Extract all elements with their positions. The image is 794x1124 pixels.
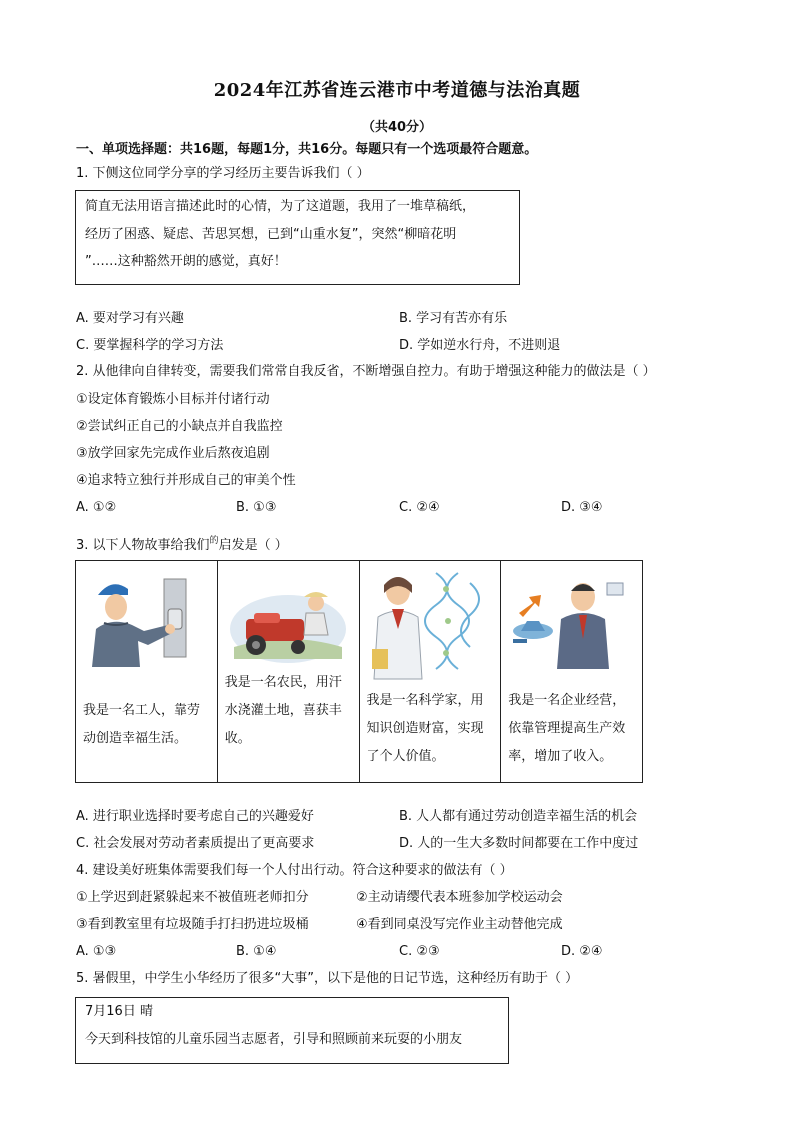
q3-option-b[interactable]: B. 人人都有通过劳动创造幸福生活的机会: [399, 809, 638, 824]
q4-item: ②主动请缨代表本班参加学校运动会: [356, 890, 563, 905]
q5-diary-box: [75, 997, 509, 1064]
q5-diary-line: 今天到科技馆的儿童乐园当志愿者，引导和照顾前来玩耍的小朋友: [85, 1032, 463, 1047]
q1-option-d[interactable]: D. 学如逆水行舟，不进则退: [399, 338, 561, 353]
q4-stem: 4. 建设美好班集体需要我们每一个人付出行动。符合这种要求的做法有（ ）: [76, 863, 513, 878]
farmer-tractor-icon: [224, 569, 352, 669]
q3-stem-small: 的: [209, 536, 219, 546]
q3-cell-caption: 我是一名工人，靠劳动创造幸福生活。: [83, 703, 201, 746]
q2-option-b[interactable]: B. ①③: [236, 500, 277, 515]
q3-option-d[interactable]: D. 人的一生大多数时间都要在工作中度过: [399, 836, 639, 851]
page-subtitle: （共40分）: [361, 120, 433, 135]
q3-option-a[interactable]: A. 进行职业选择时要考虑自己的兴趣爱好: [76, 809, 314, 824]
q1-quote-line: ”……这种豁然开朗的感觉，真好！: [85, 254, 287, 269]
q3-cell-caption: 我是一名农民，用汗水浇灌土地，喜获丰收。: [224, 675, 342, 746]
q1-option-c[interactable]: C. 要掌握科学的学习方法: [76, 338, 224, 353]
q3-cell-businessman: [501, 561, 642, 782]
q1-option-b[interactable]: B. 学习有苦亦有乐: [399, 311, 508, 326]
q4-option-d[interactable]: D. ②④: [561, 944, 603, 959]
q3-cell-caption: 我是一名科学家，用知识创造财富，实现了个人价值。: [366, 693, 484, 764]
q2-stem: 2. 从他律向自律转变，需要我们常常自我反省，不断增强自控力。有助于增强这种能力的做法是（ ）: [76, 364, 656, 379]
q1-quote-line: 简直无法用语言描述此时的心情，为了这道题，我用了一堆草稿纸，: [85, 199, 476, 214]
q2-option-d[interactable]: D. ③④: [561, 500, 603, 515]
businessman-chart-icon: [507, 569, 635, 669]
q3-stem: [76, 531, 288, 556]
q1-quote-line: 经历了困惑、疑虑、苦思冥想，已到“山重水复”，突然“柳暗花明: [85, 227, 457, 242]
q4-item: ③看到教室里有垃圾随手打扫扔进垃圾桶: [76, 917, 309, 932]
q5-stem: 5. 暑假里，中学生小华经历了很多“大事”，以下是他的日记节选，这种经历有助于（ ）: [76, 971, 579, 986]
q3-cell-worker: [76, 561, 218, 782]
worker-icon: [82, 569, 210, 669]
page-title: 2024年江苏省连云港市中考道德与法治真题: [213, 80, 581, 101]
q4-item: ①上学迟到赶紧躲起来不被值班老师扣分: [76, 890, 309, 905]
q1-stem: 1. 下侧这位同学分享的学习经历主要告诉我们（ ）: [76, 166, 370, 181]
q2-item: ①设定体育锻炼小目标并付诸行动: [76, 392, 270, 407]
q5-diary-line: 7月16日 晴: [85, 1004, 153, 1019]
section-heading: 一、单项选择题：共16题，每题1分，共16分。每题只有一个选项最符合题意。: [76, 142, 538, 157]
q3-cell-caption: 我是一名企业经营，依靠管理提高生产效率，增加了收入。: [508, 693, 626, 764]
scientist-dna-icon: [366, 569, 494, 681]
q3-cell-scientist: [360, 561, 502, 782]
q3-picture-table: [75, 560, 643, 783]
q1-option-a[interactable]: A. 要对学习有兴趣: [76, 311, 184, 326]
q2-item: ④追求特立独行并形成自己的审美个性: [76, 473, 296, 488]
q4-option-b[interactable]: B. ①④: [236, 944, 277, 959]
q1-quote-box: [75, 190, 520, 285]
q3-option-c[interactable]: C. 社会发展对劳动者素质提出了更高要求: [76, 836, 315, 851]
q2-option-c[interactable]: C. ②④: [399, 500, 440, 515]
q4-option-a[interactable]: A. ①③: [76, 944, 117, 959]
q4-option-c[interactable]: C. ②③: [399, 944, 440, 959]
q2-option-a[interactable]: A. ①②: [76, 500, 117, 515]
q3-stem-pre: 3. 以下人物故事给我们: [76, 538, 210, 553]
q2-item: ③放学回家先完成作业后熬夜追剧: [76, 446, 270, 461]
q4-item: ④看到同桌没写完作业主动替他完成: [356, 917, 563, 932]
q3-stem-post: 启发是（ ）: [218, 538, 288, 553]
q2-item: ②尝试纠正自己的小缺点并自我监控: [76, 419, 283, 434]
q3-cell-farmer: [218, 561, 360, 782]
